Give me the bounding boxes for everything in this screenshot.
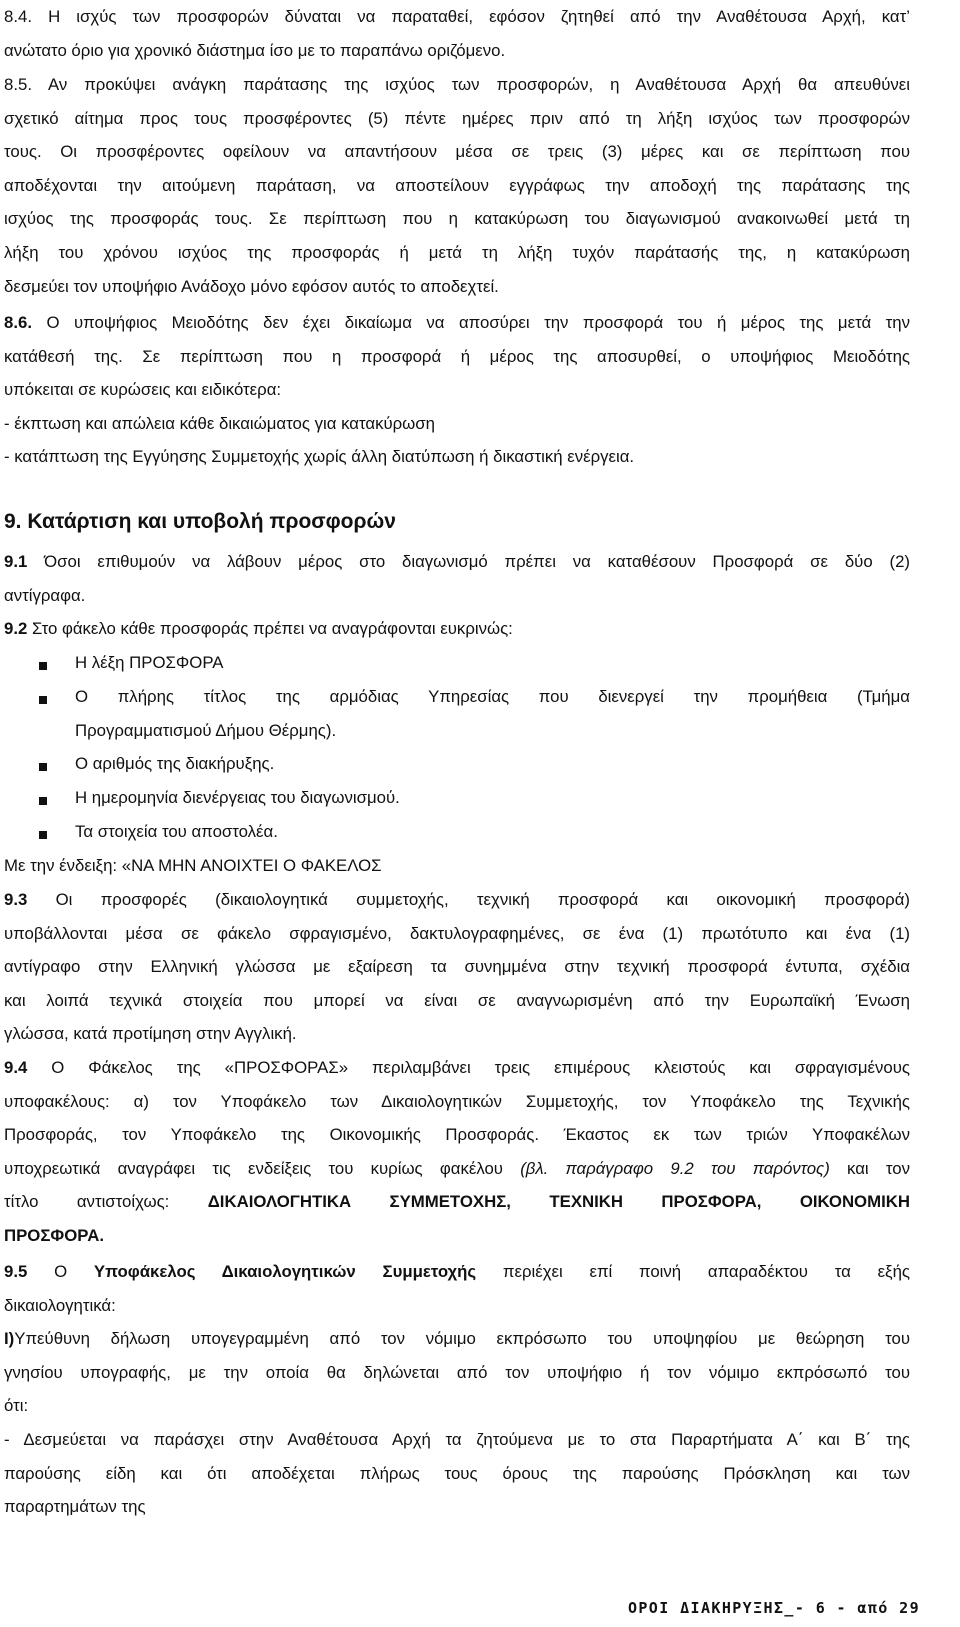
text-span: υποχρεωτικά αναγράφει τις ενδείξεις του κυρίως φακέλου [4,1158,521,1178]
text-line: Με την ένδειξη: «ΝΑ ΜΗΝ ΑΝΟΙΧΤΕΙ Ο ΦΑΚΕΛΟΣ [4,856,382,875]
bullet-item [75,781,910,815]
text-line [4,1322,910,1356]
text-line: 8.4. Η ισχύς των προσφορών δύναται να παραταθεί, εφόσον ζητηθεί από την Αναθέτουσα Αρχή, κατ’ [4,7,910,26]
paragraph-8-5 [4,68,910,303]
text-line: Προσφοράς, τον Υποφάκελο της Οικονομικής Προσφοράς. Έκαστος εκ των τριών Υποφακέλων [4,1125,910,1145]
text-line [4,1152,910,1186]
text-line: παραρτημάτων της [4,1497,146,1517]
text-line: αποδέχονται την αιτούμενη παράταση, να αποστείλουν εγγράφως την αποδοχή της παράτασης της [4,175,910,195]
section-number: 9.1 [4,552,28,571]
dash-item: - έκπτωση και απώλεια κάθε δικαιώματος για κατακύρωση [4,413,435,433]
text-span: Υπεύθυνη δήλωση υπογεγραμμένη από τον νόμιμο εκπρόσωπο του υποψηφίου με θεώρηση του [14,1329,910,1349]
bullet-item [75,747,910,781]
text-line: Τα στοιχεία του αποστολέα. [75,822,278,841]
section-number: 8.6. [4,313,32,332]
text-line: γνησίου υπογραφής, με την οποία θα δηλώνεται από τον υποψήφιο ή τον νόμιμο εκπρόσωπό του [4,1362,910,1382]
text-line: αντίγραφα. [4,585,86,605]
section-heading-9: 9. Κατάρτιση και υποβολή προσφορών [4,510,396,533]
paragraph-8-6 [4,306,910,474]
text-line: γλώσσα, κατά προτίμηση στην Αγγλική. [4,1024,297,1044]
bullet-square-icon [39,763,47,771]
text-line: κατάθεσή της. Σε περίπτωση που η προσφορά ή μέρος της αποσυρθεί, ο υποψήφιος Μειοδότης [4,346,910,366]
paragraph-9-2 [4,612,910,646]
text-line: Προγραμματισμού Δήμου Θέρμης). [75,720,337,740]
envelope-titles: ΔΙΚΑΙΟΛΟΓΗΤΙΚΑ ΣΥΜΜΕΤΟΧΗΣ, ΤΕΧΝΙΚΗ ΠΡΟΣΦΟΡΑ, ΟΙΚΟΝΟΜΙΚΗ [207,1192,910,1212]
text-line: Ο αριθμός της διακήρυξης. [75,754,275,773]
text-span: Στο φάκελο κάθε προσφοράς πρέπει να αναγράφονται ευκρινώς: [27,619,513,638]
text-line: υποφακέλους: α) τον Υποφάκελο των Δικαιολογητικών Συμμετοχής, τον Υποφάκελο της Τεχνικής [4,1091,910,1111]
text-line: λήξη του χρόνου ισχύος της προσφοράς ή μετά τη λήξη τυχόν παράτασής της, η κατακύρωση [4,242,910,262]
paragraph-9-3 [4,883,910,1051]
paragraph-8-4 [4,0,910,67]
text-line: αντίγραφο στην Ελληνική γλώσσα με εξαίρεση τα συνημμένα στην τεχνική προσφορά έντυπα, σχέδια [4,957,910,977]
text-span: Οι προσφορές (δικαιολογητικά συμμετοχής, τεχνική προσφορά και οικονομική προσφορά) [27,890,910,909]
dash-item: - Δεσμεύεται να παράσχει στην Αναθέτουσα Αρχή τα ζητούμενα με το στα Παραρτήματα Α΄ και Β΄ της [4,1429,910,1449]
text-span: και τον [829,1158,910,1178]
bullet-square-icon [39,831,47,839]
text-line: 8.5. Αν προκύψει ανάγκη παράτασης της ισχύος των προσφορών, η Αναθέτουσα Αρχή θα απευθύνει [4,75,910,94]
bullet-square-icon [39,797,47,805]
text-line [4,545,910,579]
section-number: 9.5 [4,1262,28,1281]
text-line [4,1255,910,1289]
text-line: Η λέξη ΠΡΟΣΦΟΡΑ [75,653,224,672]
bullet-item [75,815,910,849]
paragraph-9-1 [4,545,910,612]
text-line [4,883,910,917]
text-line: ότι: [4,1396,29,1416]
section-number: 9.4 [4,1058,28,1077]
text-line: και λοιπά τεχνικά στοιχεία που μπορεί να είναι σε αναγνωρισμένη από την Ευρωπαϊκή Ένωση [4,990,910,1010]
text-span: Ο υποψήφιος Μειοδότης δεν έχει δικαίωμα να αποσύρει την προσφορά του ή μέρος της μετά την [46,313,910,332]
text-span: Ο Φάκελος της «ΠΡΟΣΦΟΡΑΣ» περιλαμβάνει τρεις επιμέρους κλειστούς και σφραγισμένους [27,1058,910,1077]
text-line: Η ημερομηνία διενέργειας του διαγωνισμού. [75,788,400,807]
text-line: ανώτατο όριο για χρονικό διάστημα ίσο με το παραπάνω οριζόμενο. [4,40,506,60]
text-span: περιέχει επί ποινή απαραδέκτου τα εξής [476,1262,910,1281]
text-line: σχετικό αίτημα προς τους προσφέροντες (5) πέντε ημέρες πριν από τη λήξη ισχύος των προσφορών [4,108,910,128]
text-span: Ο [27,1262,94,1281]
text-line: παρούσης είδη και ότι αποδέχεται πλήρως τους όρους της παρούσης Πρόσκληση και των [4,1463,910,1483]
text-line: ισχύος της προσφοράς τους. Σε περίπτωση που η κατακύρωση του διαγωνισμού ανακοινωθεί μετά τη [4,209,910,229]
text-line [4,1051,910,1085]
paragraph-9-5 [4,1255,910,1524]
envelope-note [4,849,910,883]
text-line: δικαιολογητικά: [4,1295,116,1315]
subenvelope-title: Υποφάκελος Δικαιολογητικών Συμμετοχής [93,1262,477,1281]
text-line: υπόκειται σε κυρώσεις και ειδικότερα: [4,380,282,400]
text-line: δεσμεύει τον υποψήφιο Ανάδοχο μόνο εφόσον αυτός το αποδεχτεί. [4,276,499,296]
text-line [4,1185,910,1219]
text-line: τους. Οι προσφέροντες οφείλουν να απαντήσουν μέσα σε τρεις (3) μέρες και σε περίπτωση που [4,142,910,162]
text-line: υποβάλλονται μέσα σε φάκελο σφραγισμένο, δακτυλογραφημένες, σε ένα (1) πρωτότυπο και ένα (1) [4,923,910,943]
dash-item: - κατάπτωση της Εγγύησης Συμμετοχής χωρίς άλλη διατύπωση ή δικαστική ενέργεια. [4,447,635,467]
text-line: Ο πλήρης τίτλος της αρμόδιας Υπηρεσίας που διενεργεί την προμήθεια (Τμήμα [75,687,910,706]
bullet-item [75,646,910,680]
text-span: ΠΡΟΣΦΟΡΑ. [4,1225,104,1245]
page-footer: ΟΡΟΙ ΔΙΑΚΗΡΥΞΗΣ_- 6 - από 29 [627,1599,920,1617]
bullet-item [75,680,910,747]
italic-reference: (βλ. παράγραφο 9.2 του παρόντος) [520,1158,830,1178]
text-line [4,612,910,646]
text-span: τίτλο αντιστοίχως: [4,1192,208,1212]
text-line [4,1219,910,1253]
section-number: 9.3 [4,890,28,909]
text-span: Όσοι επιθυμούν να λάβουν μέρος στο διαγωνισμό πρέπει να καταθέσουν Προσφορά σε δύο (2) [27,552,910,571]
bullet-square-icon [39,696,47,704]
text-line [4,306,910,340]
item-number: Ι) [4,1329,15,1349]
paragraph-9-4 [4,1051,910,1253]
bullet-square-icon [39,662,47,670]
section-number: 9.2 [4,619,28,638]
